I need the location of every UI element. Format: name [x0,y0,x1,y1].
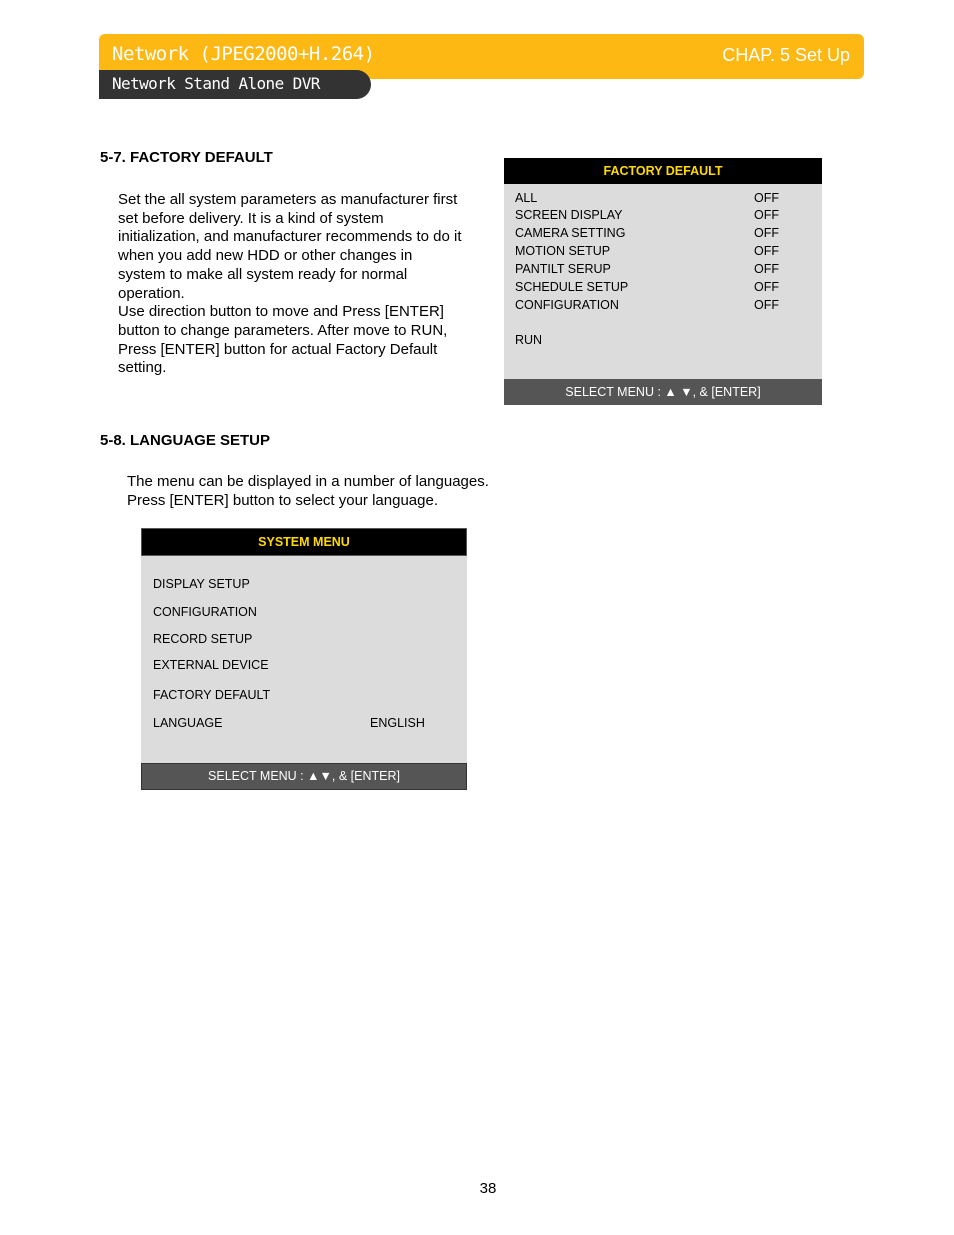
menu-item-configuration[interactable]: CONFIGURATION [153,605,257,619]
subheader-tab [99,70,371,99]
factory-row-pantilt-setup[interactable] [515,262,810,280]
text-line: operation. [118,284,185,302]
language-value[interactable]: ENGLISH [370,716,425,730]
row-label: ALL [515,191,538,205]
text-line: set before delivery. It is a kind of system [118,209,384,227]
menu-item-factory-default[interactable]: FACTORY DEFAULT [153,688,271,702]
factory-row-configuration[interactable] [515,298,810,316]
row-label: MOTION SETUP [515,244,611,258]
text-line: button to change parameters. After move to RUN, [118,321,448,339]
chapter-label: CHAP. 5 Set Up [722,45,850,65]
text-line: Set the all system parameters as manufacturer first [118,191,458,208]
menu-item-display-setup[interactable]: DISPLAY SETUP [153,577,250,591]
text-line: initialization, and manufacturer recommends to do it [118,228,462,246]
page-number: 38 [479,1180,497,1197]
row-value: OFF [754,262,779,276]
row-label: CAMERA SETTING [515,226,626,240]
section-heading-factory-default: 5-7. FACTORY DEFAULT [100,149,273,166]
text-line: Press [ENTER] button for actual Factory Default [118,340,438,358]
system-menu-title: SYSTEM MENU [141,528,467,556]
row-value: OFF [754,244,779,258]
row-label: SCHEDULE SETUP [515,280,629,294]
factory-row-all[interactable] [515,191,810,209]
row-value: OFF [754,298,779,312]
text-line: Press [ENTER] button to select your language. [127,491,438,509]
text-line: setting. [118,359,167,377]
factory-row-schedule-setup[interactable] [515,280,810,298]
menu-item-external-device[interactable]: EXTERNAL DEVICE [153,658,269,672]
text-line: system to make all system ready for normal [118,265,408,283]
menu-item-language[interactable]: LANGUAGE [153,716,223,730]
row-label: PANTILT SERUP [515,262,611,276]
factory-default-panel [504,158,822,405]
row-label: CONFIGURATION [515,298,619,312]
row-value: OFF [754,191,779,205]
row-label: SCREEN DISPLAY [515,208,623,222]
system-menu-panel [141,528,467,790]
text-line: Use direction button to move and Press [ENTER] [118,303,444,321]
text-line: The menu can be displayed in a number of languages. [127,473,489,490]
factory-run-item[interactable]: RUN [515,333,543,347]
row-value: OFF [754,226,779,240]
row-value: OFF [754,208,779,222]
subheader-title: Network Stand Alone DVR [112,74,320,93]
header-title: Network (JPEG2000+H.264) [112,43,375,65]
factory-default-panel-footer: SELECT MENU : ▲ ▼, & [ENTER] [504,379,822,405]
factory-default-description [118,191,462,378]
language-setup-description [127,473,489,510]
text-line: when you add new HDD or other changes in [118,247,413,265]
factory-row-motion-setup[interactable] [515,244,810,262]
menu-item-record-setup[interactable]: RECORD SETUP [153,632,253,646]
factory-default-panel-title: FACTORY DEFAULT [504,158,822,184]
section-heading-language-setup: 5-8. LANGUAGE SETUP [100,432,271,449]
system-menu-footer: SELECT MENU : ▲▼, & [ENTER] [141,763,467,790]
factory-row-screen-display[interactable] [515,208,810,226]
row-value: OFF [754,280,779,294]
factory-row-camera-setting[interactable] [515,226,810,244]
